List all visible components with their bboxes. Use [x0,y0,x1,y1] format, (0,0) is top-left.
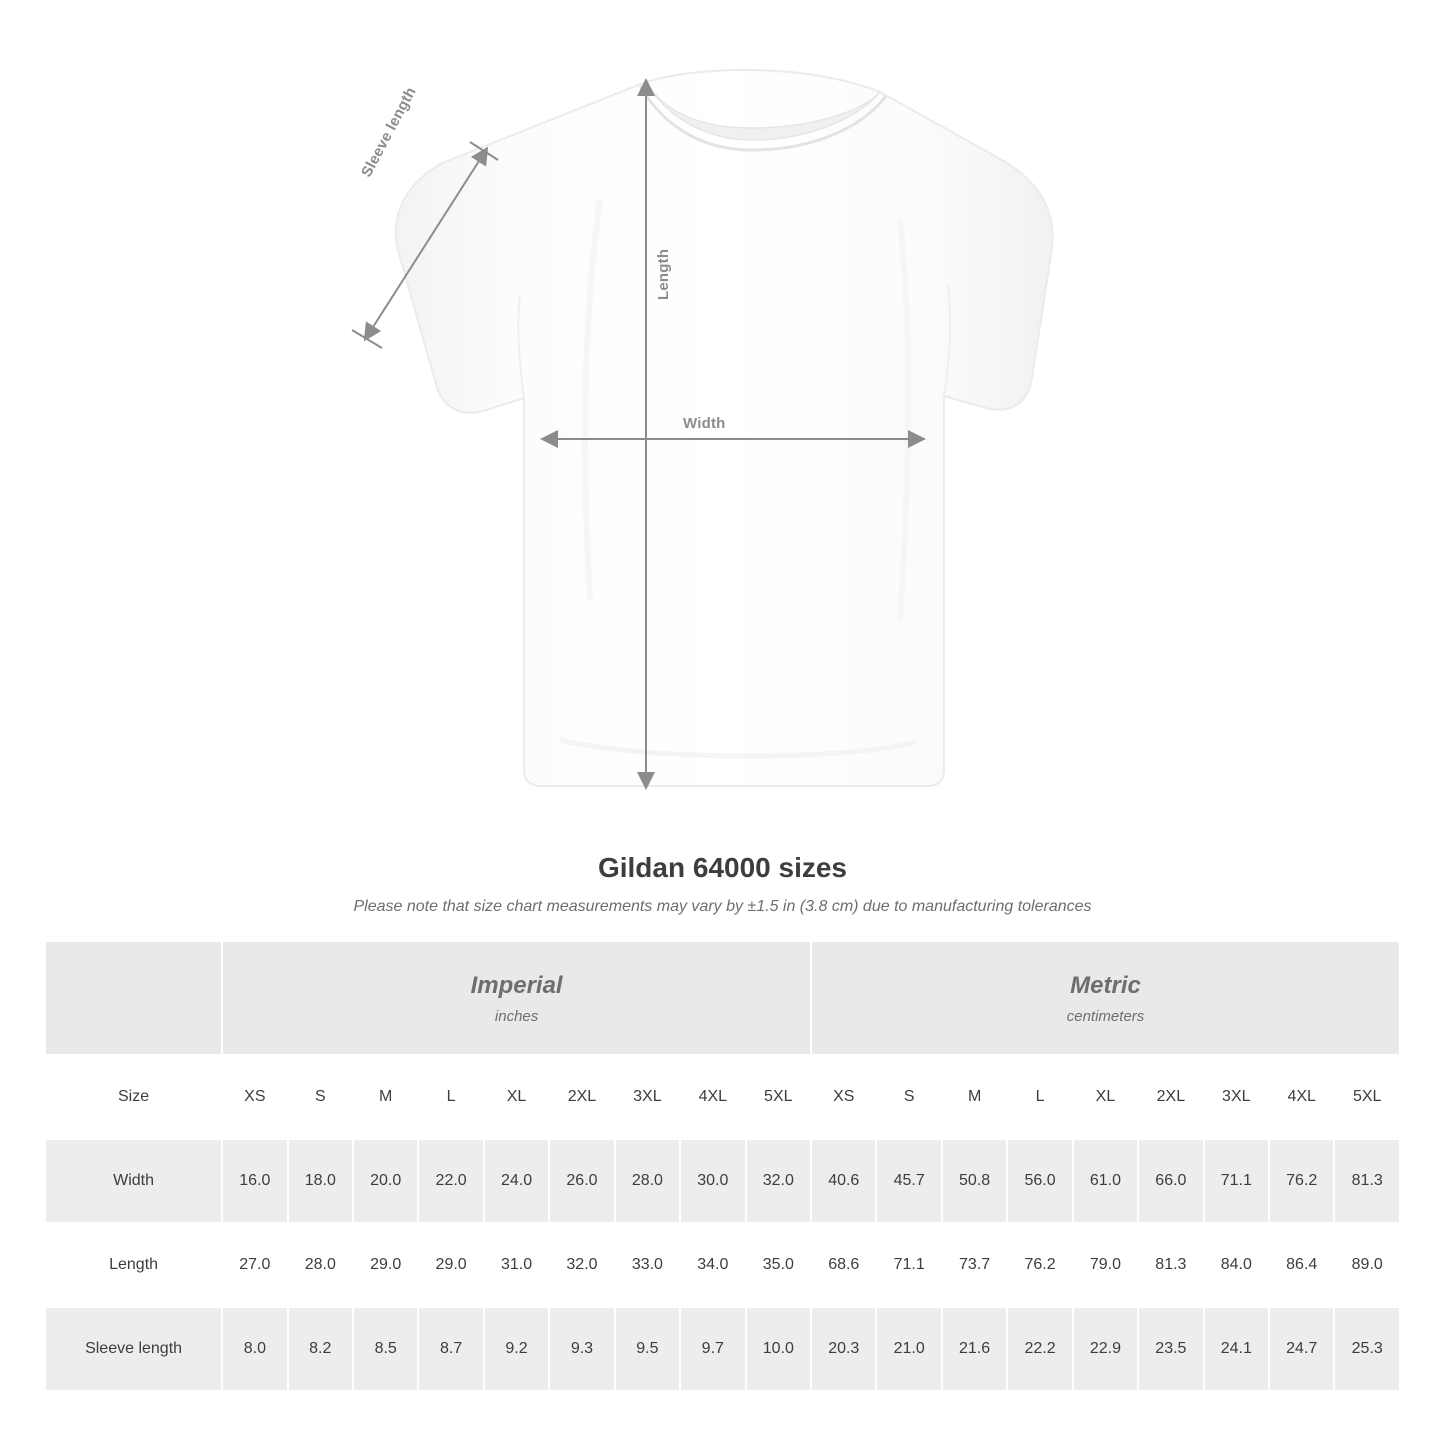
size-header-cell: S [876,1055,941,1139]
size-header-cell: S [288,1055,353,1139]
table-cell: 9.3 [549,1307,614,1391]
size-header-cell: M [942,1055,1007,1139]
table-cell: 89.0 [1334,1223,1400,1307]
table-cell: 40.6 [811,1139,876,1223]
width-label: Width [683,415,726,432]
size-header-label: Size [45,1055,222,1139]
size-header-cell: XS [811,1055,876,1139]
table-row [45,1223,1400,1307]
table-cell: 81.3 [1334,1139,1400,1223]
table-cell: 8.2 [288,1307,353,1391]
table-cell: 31.0 [484,1223,549,1307]
table-cell: 25.3 [1334,1307,1400,1391]
table-cell: 8.7 [418,1307,483,1391]
table-row [45,1139,1400,1223]
tolerance-note: Please note that size chart measurements may vary by ±1.5 in (3.8 cm) due to manufacturing tolerances [353,898,1092,915]
size-header-cell: 3XL [615,1055,680,1139]
table-cell: 30.0 [680,1139,745,1223]
size-header-cell: 4XL [1269,1055,1334,1139]
unit-header-row [45,941,1400,1055]
table-cell: 21.0 [876,1307,941,1391]
chart-title-block [0,852,1445,916]
table-cell: 45.7 [876,1139,941,1223]
table-cell: 8.5 [353,1307,418,1391]
table-cell: 84.0 [1204,1223,1269,1307]
table-cell: 35.0 [746,1223,812,1307]
table-cell: 32.0 [549,1223,614,1307]
table-cell: 20.0 [353,1139,418,1223]
sleeve-length-label: Sleeve length [358,84,420,180]
page-title: Gildan 64000 sizes [597,852,848,883]
table-cell: 32.0 [746,1139,812,1223]
size-header-cell: 2XL [549,1055,614,1139]
table-cell: 76.2 [1269,1139,1334,1223]
table-cell: 28.0 [288,1223,353,1307]
table-cell: 71.1 [876,1223,941,1307]
table-cell: 33.0 [615,1223,680,1307]
table-cell: 76.2 [1007,1223,1072,1307]
row-label-length: Length [45,1223,222,1307]
size-header-cell: L [1007,1055,1072,1139]
table-cell: 9.7 [680,1307,745,1391]
size-header-cell: 4XL [680,1055,745,1139]
table-cell: 81.3 [1138,1223,1203,1307]
size-chart-table-wrap [44,940,1401,1392]
table-cell: 27.0 [222,1223,287,1307]
unit-header-spacer [45,941,222,1055]
table-cell: 86.4 [1269,1223,1334,1307]
table-cell: 79.0 [1073,1223,1138,1307]
unit-header-metric: Metric centimeters [811,941,1400,1055]
table-cell: 28.0 [615,1139,680,1223]
table-cell: 24.0 [484,1139,549,1223]
table-cell: 16.0 [222,1139,287,1223]
table-cell: 22.9 [1073,1307,1138,1391]
table-cell: 66.0 [1138,1139,1203,1223]
table-cell: 56.0 [1007,1139,1072,1223]
table-cell: 20.3 [811,1307,876,1391]
size-header-cell: 5XL [1334,1055,1400,1139]
table-cell: 9.2 [484,1307,549,1391]
table-cell: 24.1 [1204,1307,1269,1391]
size-header-cell: XL [1073,1055,1138,1139]
table-cell: 8.0 [222,1307,287,1391]
table-cell: 9.5 [615,1307,680,1391]
size-header-row [45,1055,1400,1139]
size-header-cell: XL [484,1055,549,1139]
unit-header-imperial: Imperial inches [222,941,811,1055]
table-cell: 18.0 [288,1139,353,1223]
table-cell: 61.0 [1073,1139,1138,1223]
table-cell: 50.8 [942,1139,1007,1223]
table-cell: 22.0 [418,1139,483,1223]
table-cell: 71.1 [1204,1139,1269,1223]
table-cell: 23.5 [1138,1307,1203,1391]
table-cell: 34.0 [680,1223,745,1307]
size-chart-body [45,941,1400,1391]
table-cell: 73.7 [942,1223,1007,1307]
table-cell: 29.0 [353,1223,418,1307]
size-header-cell: 3XL [1204,1055,1269,1139]
length-label: Length [655,248,672,300]
table-cell: 21.6 [942,1307,1007,1391]
table-cell: 22.2 [1007,1307,1072,1391]
size-chart-table [44,940,1401,1392]
row-label-width: Width [45,1139,222,1223]
table-row [45,1307,1400,1391]
size-header-cell: XS [222,1055,287,1139]
table-cell: 24.7 [1269,1307,1334,1391]
size-header-cell: 2XL [1138,1055,1203,1139]
table-cell: 10.0 [746,1307,812,1391]
size-header-cell: L [418,1055,483,1139]
row-label-sleeve-length: Sleeve length [45,1307,222,1391]
size-header-cell: 5XL [746,1055,812,1139]
size-header-cell: M [353,1055,418,1139]
table-cell: 26.0 [549,1139,614,1223]
table-cell: 29.0 [418,1223,483,1307]
table-cell: 68.6 [811,1223,876,1307]
